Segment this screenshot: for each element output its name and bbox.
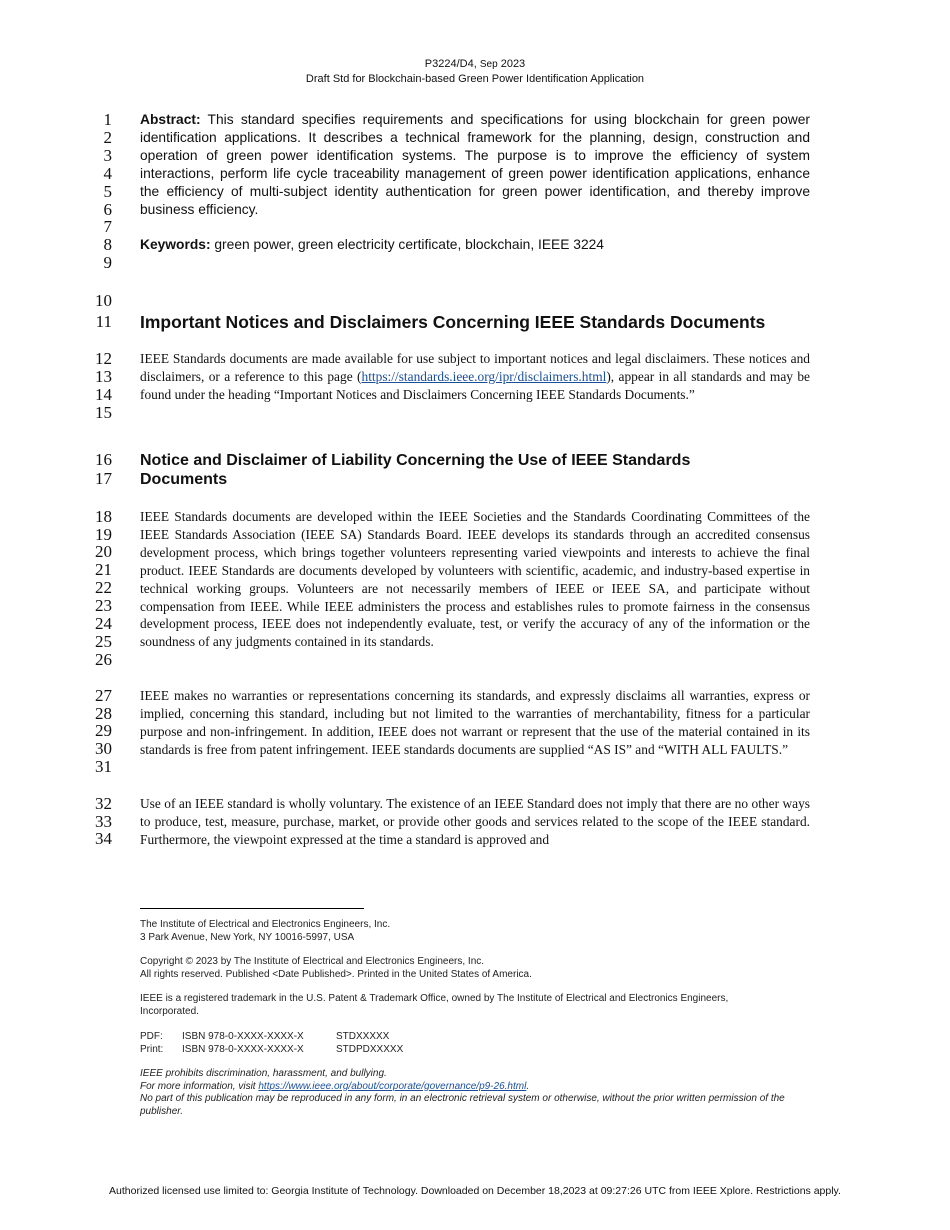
line-number: 25 <box>95 632 112 651</box>
abstract-paragraph <box>140 111 810 218</box>
isbn-row-pdf: PDF: ISBN 978-0-XXXX-XXXX-X STDXXXXX <box>140 1031 390 1042</box>
line-number: 29 <box>95 721 112 740</box>
line-number: 23 <box>95 596 112 615</box>
footnote-divider <box>140 908 364 909</box>
line-number: 11 <box>95 312 112 331</box>
notices-heading: Important Notices and Disclaimers Concerning IEEE Standards Documents <box>140 312 766 332</box>
line-number: 2 <box>103 128 112 147</box>
line-number: 31 <box>95 757 112 776</box>
line-number: 34 <box>95 829 112 848</box>
line-number: 5 <box>103 182 112 201</box>
line-number: 15 <box>95 403 112 422</box>
liability-paragraph-2: IEEE makes no warranties or representations concerning its standards, and expressly disclaims all warranties, express or implied, concerning this standard, including but not limited to the warranties of merchantability, fitness for a particular purpose and non-infringement. In addition, IEEE does not warrant or represent that the use of the material contained in its standards is free from patent infringement. IEEE standards documents are supplied “AS IS” and “WITH ALL FAULTS.” <box>140 688 810 757</box>
isbn-table <box>140 1031 820 1056</box>
line-number: 13 <box>95 367 112 386</box>
line-number: 20 <box>95 542 112 561</box>
liability-paragraph-1: IEEE Standards documents are developed within the IEEE Societies and the Standards Coordinating Committees of the IEEE Standards Association (IEEE SA) Standards Board. IEEE develops its standards through an accredited consensus development process, which brings together volunteers representing varied viewpoints and interests to achieve the final product. IEEE Standards are documents developed by volunteers with scientific, academic, and industry-based expertise in technical working groups. Volunteers are not necessarily members of IEEE or IEEE SA, and participate without compensation from IEEE. While IEEE administers the process and establishes rules to promote fairness in the consensus development process, IEEE does not independently evaluate, test, or verify the accuracy of any of the information or the soundness of any judgments contained in its standards. <box>140 509 810 650</box>
isbn-row-print: Print: ISBN 978-0-XXXX-XXXX-X STDPDXXXXX <box>140 1043 404 1055</box>
policy-notice: IEEE prohibits discrimination, harassment, and bullying. For more information, visit https://www.ieee.org/about/corporate/governance/p9-26.html. No part of this publication may be reproduced in any form, in an electronic retrieval system or otherwise, without the prior written permission of the publisher. <box>140 1068 785 1117</box>
license-footer: Authorized licensed use limited to: Georgia Institute of Technology. Downloaded on December 18,2023 at 09:27:26 UTC from IEEE Xplore. Restrictions apply. <box>109 1185 841 1197</box>
line-number: 4 <box>103 164 112 183</box>
keywords-paragraph <box>140 236 810 254</box>
notices-paragraph: IEEE Standards documents are made available for use subject to important notices and legal disclaimers. These notices and disclaimers, or a reference to this page (https://standards.ieee.org/ipr/disclaimers.html), appear in all standards and may be found under the heading “Important Notices and Disclaimers Concerning IEEE Standards Documents.” <box>140 351 811 402</box>
publisher-address: The Institute of Electrical and Electronics Engineers, Inc. 3 Park Avenue, New York, NY 10016-5997, USA <box>140 919 391 943</box>
policy-link[interactable]: https://www.ieee.org/about/corporate/governance/p9-26.html <box>258 1080 527 1092</box>
line-number: 24 <box>95 614 112 633</box>
line-number: 8 <box>103 235 112 254</box>
line-number: 28 <box>95 704 112 723</box>
trademark-notice: IEEE is a registered trademark in the U.S. Patent & Trademark Office, owned by The Institute of Electrical and Electronics Engineers, Incorporated. <box>140 993 729 1017</box>
line-number: 10 <box>95 291 112 310</box>
line-number: 12 <box>95 349 112 368</box>
line-number: 33 <box>95 812 112 831</box>
line-number: 30 <box>95 739 112 758</box>
abstract-label: Abstract: <box>140 112 201 127</box>
line-number: 7 <box>103 217 112 236</box>
disclaimers-link[interactable]: https://standards.ieee.org/ipr/disclaimers.html <box>361 368 607 384</box>
keywords-label: Keywords: <box>140 237 211 252</box>
line-number: 19 <box>95 525 112 544</box>
running-header-title: Draft Std for Blockchain-based Green Power Identification Application <box>305 73 645 85</box>
line-number: 18 <box>95 507 112 526</box>
abstract-text: This standard specifies requirements and specifications for using blockchain for green power identification applications. It describes a technical framework for the planning, design, construction and operation of green power identification systems. The purpose is to improve the efficiency of system interactions, perform life cycle traceability management of green power identification applications, enhance the efficiency of multi-subject identity authentication for green power identification, and thereby improve business efficiency. <box>140 112 810 217</box>
line-number: 17 <box>95 469 112 488</box>
line-number: 6 <box>103 200 112 219</box>
line-number: 16 <box>95 450 112 469</box>
running-header-doc-id: P3224/D4, Sep 2023 <box>424 58 526 70</box>
line-number: 26 <box>95 650 112 669</box>
line-number: 22 <box>95 578 112 597</box>
keywords-text: green power, green electricity certificate, blockchain, IEEE 3224 <box>210 237 604 252</box>
line-number: 27 <box>95 686 112 705</box>
line-number: 3 <box>103 146 112 165</box>
line-number: 21 <box>95 560 112 579</box>
liability-heading: Notice and Disclaimer of Liability Concerning the Use of IEEE Standards Documents <box>140 452 691 488</box>
liability-paragraph-3: Use of an IEEE standard is wholly voluntary. The existence of an IEEE Standard does not imply that there are no other ways to produce, test, measure, purchase, market, or provide other goods and services related to the scope of the IEEE standard. Furthermore, the viewpoint expressed at the time a standard is approved and <box>140 796 810 847</box>
line-number: 14 <box>95 385 112 404</box>
copyright-notice: Copyright © 2023 by The Institute of Electrical and Electronics Engineers, Inc. All rights reserved. Published <Date Published>. Printed in the United States of America. <box>140 956 532 980</box>
line-number: 1 <box>103 110 112 129</box>
line-number: 32 <box>95 794 112 813</box>
line-number: 9 <box>103 253 112 272</box>
